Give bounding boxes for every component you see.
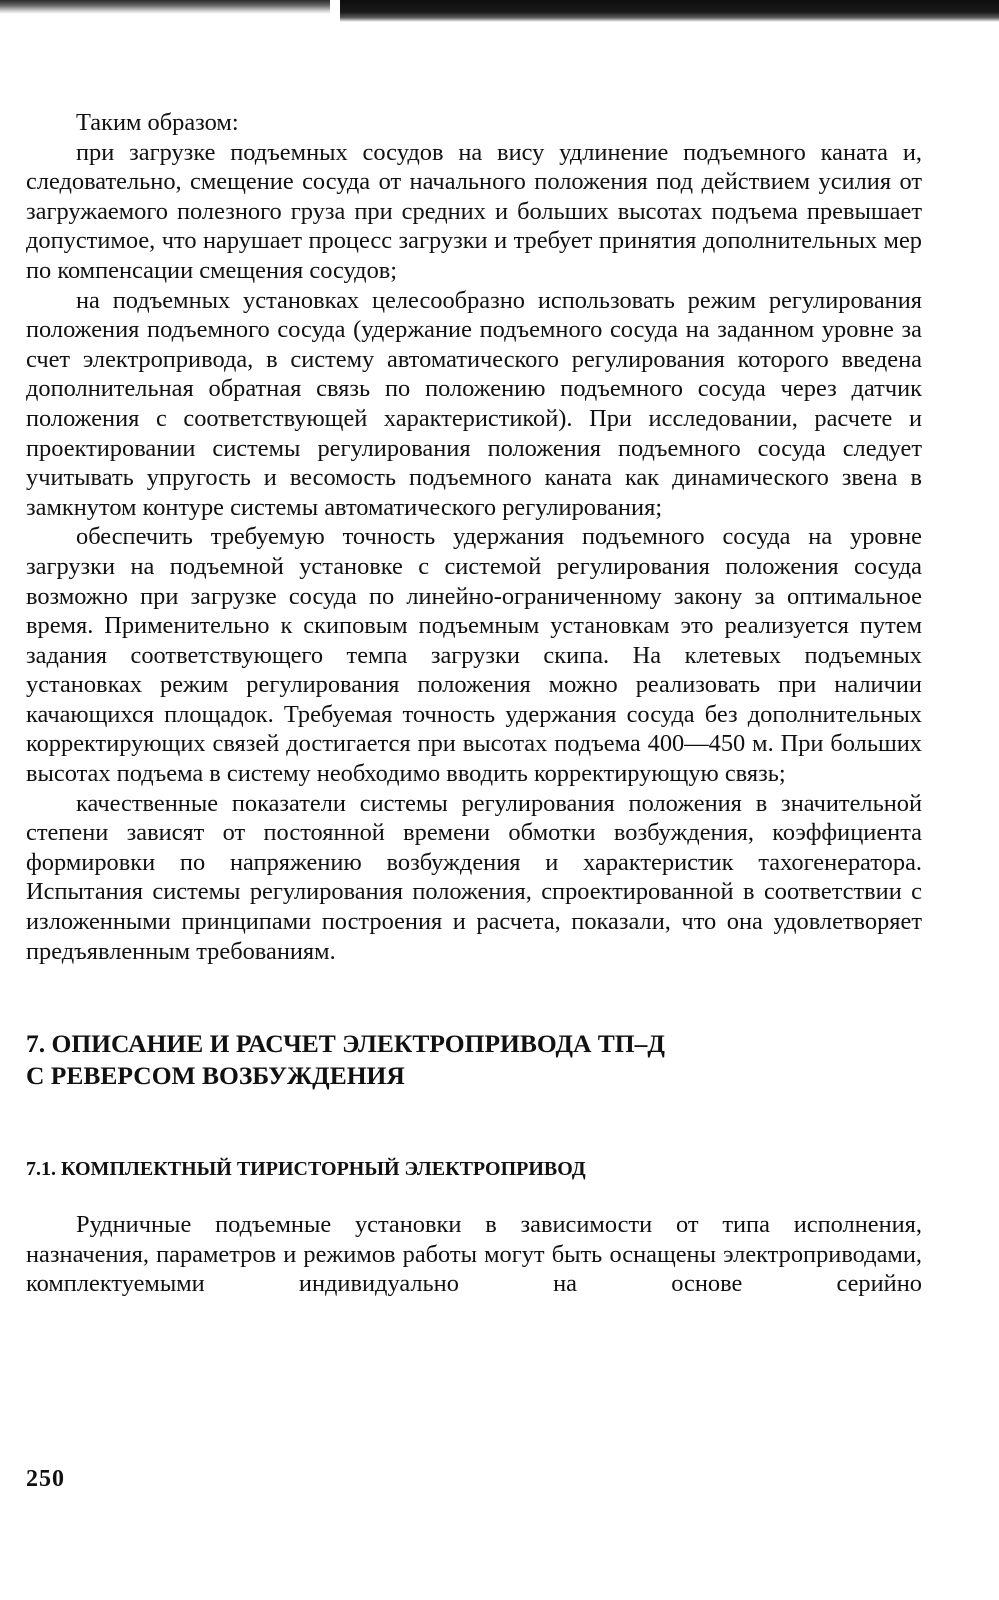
- lead-line: Таким образом:: [76, 109, 239, 136]
- scan-top-border-left: [0, 0, 330, 14]
- section-title-line-2: С РЕВЕРСОМ ВОЗБУЖДЕНИЯ: [26, 1061, 405, 1091]
- subsection-title: 7.1. КОМПЛЕКТНЫЙ ТИРИСТОРНЫЙ ЭЛЕКТРОПРИВОД: [26, 1158, 586, 1181]
- section-heading: [26, 1028, 922, 1092]
- page-content: [26, 108, 922, 1299]
- paragraph-4: качественные показатели системы регулирования положения в значительной степени зависят от постоянной времени обмотки возбуждения, коэффициента формировки по напряжению возбуждения и характеристик тахогенератора. Испытания системы регулирования положения, спроектированной в соответствии с изложенными принципами построения и расчета, показали, что она удовлетворяет предъявленным требованиям.: [26, 789, 922, 965]
- section-title-line-1: 7. ОПИСАНИЕ И РАСЧЕТ ЭЛЕКТРОПРИВОДА ТП–Д: [26, 1029, 665, 1059]
- paragraph-1: при загрузке подъемных сосудов на вису удлинение подъемного каната и, следовательно, смещение сосуда от начального положения под действием усилия от загружаемого полезного груза при средних и больших высотах подъема превышает допустимое, что нарушает процесс загрузки и требует принятия дополнительных мер по компенсации смещения сосудов;: [26, 138, 922, 284]
- scan-top-border-right: [340, 0, 999, 22]
- page-number: 250: [26, 1466, 65, 1492]
- paragraph-3: обеспечить требуемую точность удержания подъемного сосуда на уровне загрузки на подъемной установке с системой регулирования положения сосуда возможно при загрузке сосуда по линейно-ограниченному закону за оптимальное время. Применительно к скиповым подъемным установкам это реализуется путем задания соответствующего темпа загрузки скипа. На клетевых подъемных установках режим регулирования положения можно реализовать при наличии качающихся площадок. Требуемая точность удержания сосуда без дополнительных корректирующих связей достигается при высотах подъема 400—450 м. При больших высотах подъема в систему необходимо вводить корректирующую связь;: [26, 523, 922, 788]
- paragraph-2: на подъемных установках целесообразно использовать режим регулирования положения подъемного сосуда (удержание подъемного сосуда на заданном уровне за счет электропривода, в систему автоматического регулирования которого введена дополнительная обратная связь по положению подъемного сосуда через датчик положения с соответствующей характеристикой). При исследовании, расчете и проектировании системы регулирования положения подъемного сосуда следует учитывать упругость и весомость подъемного каната как динамического звена в замкнутом контуре системы автоматического регулирования;: [26, 286, 922, 521]
- subsection-paragraph: Рудничные подъемные установки в зависимости от типа исполнения, назначения, параметров и режимов работы могут быть оснащены электроприводами, комплектуемыми индивидуально на основе серийно: [26, 1211, 922, 1298]
